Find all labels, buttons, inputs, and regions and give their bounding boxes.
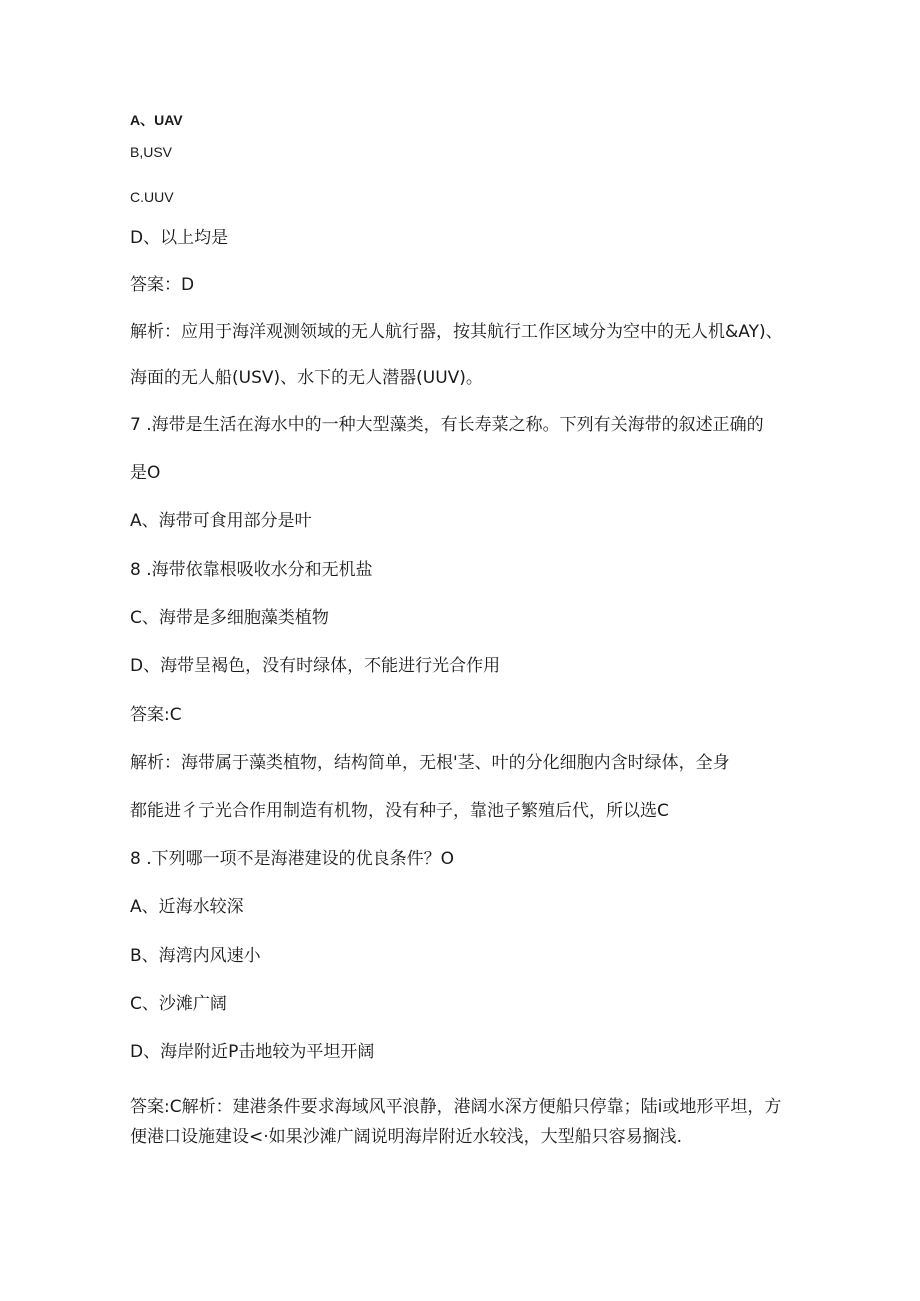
option-a-uav: A、UAV xyxy=(130,112,183,128)
option-c-kelp: C、海带是多细胞藻类植物 xyxy=(130,608,329,628)
option-c-uuv: C.UUV xyxy=(130,189,174,205)
answer-analysis-3-line-1: 答案:C解析：建港条件要求海域风平浪静，港阔水深方便船只停靠；陆i或地形平坦，方 xyxy=(130,1097,782,1117)
option-d-harbor: D、海岸附近P击地较为平坦开阔 xyxy=(130,1042,375,1062)
option-b-kelp: 8 .海带依靠根吸收水分和无机盐 xyxy=(130,560,373,580)
analysis-2-line-2: 都能进彳亍光合作用制造有机物，没有种子，靠池子繁殖后代，所以选C xyxy=(130,801,669,821)
option-b-harbor: B、海湾内风速小 xyxy=(130,946,261,966)
analysis-2-line-1: 解析：海带属于藻类植物，结构简单，无根'茎、叶的分化细胞内含时绿体，全身 xyxy=(130,753,730,773)
answer-analysis-3-line-2: 便港口设施建设<·如果沙滩广阔说明海岸附近水较浅，大型船只容易搁浅. xyxy=(130,1127,683,1147)
option-d-all: D、以上均是 xyxy=(130,228,229,248)
option-c-harbor: C、沙滩广阔 xyxy=(130,994,227,1014)
analysis-line-2: 海面的无人船(USV)、水下的无人潜器(UUV)。 xyxy=(130,368,483,388)
option-b-usv: B,USV xyxy=(130,144,173,160)
option-d-kelp: D、海带呈褐色，没有时绿体，不能进行光合作用 xyxy=(130,656,501,676)
question-7-line-1: 7 .海带是生活在海水中的一种大型藻类，有长寿菜之称。下列有关海带的叙述正确的 xyxy=(130,415,764,435)
question-8: 8 .下列哪一项不是海港建设的优良条件？O xyxy=(130,849,455,869)
option-a-kelp: A、海带可食用部分是叶 xyxy=(130,511,312,531)
question-7-line-2: 是O xyxy=(130,463,161,483)
answer-line-2: 答案:C xyxy=(130,705,182,725)
analysis-line-1: 解析：应用于海洋观测领域的无人航行器，按其航行工作区域分为空中的无人机&AY)、 xyxy=(130,322,783,342)
answer-line: 答案：D xyxy=(130,275,195,295)
option-a-harbor: A、近海水较深 xyxy=(130,897,244,917)
